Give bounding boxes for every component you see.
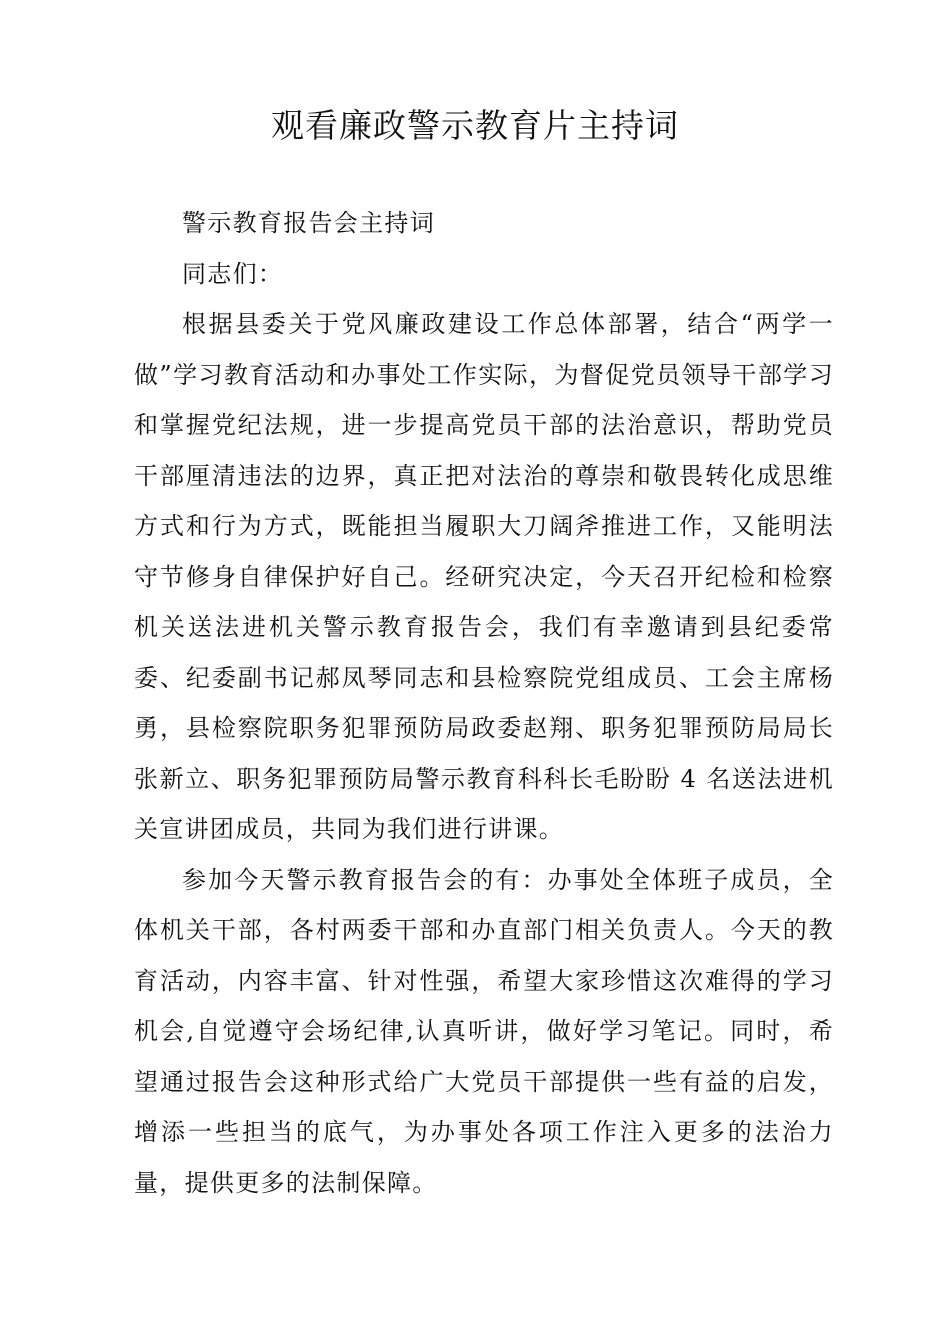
paragraph-1: 根据县委关于党风廉政建设工作总体部署，结合“两学一做”学习教育活动和办事处工作实际，为督促党员领导干部学习和掌握党纪法规，进一步提高党员干部的法治意识，帮助党员干部厘清违法的边界，真正把对法治的尊崇和敬畏转化成思维方式和行为方式，既能担当履职大刀阔斧推进工作，又能明法守节修身自律保护好自己。经研究决定，今天召开纪检和检察机关送法进机关警示教育报告会，我们有幸邀请到县纪委常委、纪委副书记郝凤琴同志和县检察院党组成员、工会主席杨勇，县检察院职务犯罪预防局政委赵翔、职务犯罪预防局局长张新立、职务犯罪预防局警示教育科科长毛盼盼 4 名送法进机关宣讲团成员，共同为我们进行讲课。 (134, 310, 834, 843)
paragraph-2: 参加今天警示教育报告会的有：办事处全体班子成员，全体机关干部，各村两委干部和办直部门相关负责人。今天的教育活动，内容丰富、针对性强，希望大家珍惜这次难得的学习机会,自觉遵守会场纪律,认真听讲，做好学习笔记。同时，希望通过报告会这种形式给广大党员干部提供一些有益的启发，增添一些担当的底气，为办事处各项工作注入更多的法治力量，提供更多的法制保障。 (134, 865, 834, 1197)
salutation-line: 同志们： (182, 259, 284, 288)
subtitle-line: 警示教育报告会主持词 (182, 209, 435, 237)
document-body (134, 198, 834, 1208)
document-title: 观看廉政警示教育片主持词 (271, 106, 679, 145)
